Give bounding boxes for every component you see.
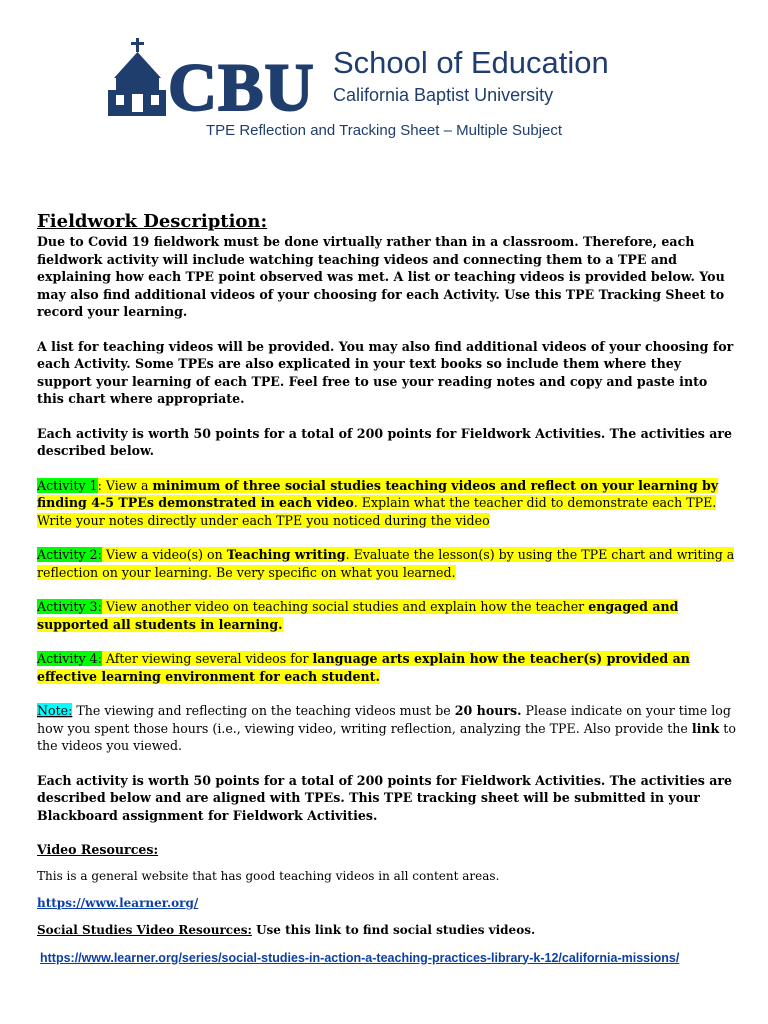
activity-4-label: Activity 4: bbox=[37, 651, 102, 666]
video-resources-heading: Video Resources: bbox=[37, 842, 159, 857]
learner-link[interactable]: https://www.learner.org/ bbox=[37, 895, 199, 910]
social-studies-link[interactable]: https://www.learner.org/series/social-studies-in-action-a-teaching-practices-library-k-12/california-missions/ bbox=[40, 950, 680, 965]
video-resources-desc: This is a general website that has good teaching videos in all content areas. bbox=[37, 868, 500, 883]
activity-1-label: Activity 1 bbox=[37, 477, 98, 493]
activity-2-label: Activity 2: bbox=[37, 547, 102, 562]
aligned-paragraph: Each activity is worth 50 points for a total of 200 points for Fieldwork Activities. The activities are described below and are aligned with TPEs. This TPE tracking sheet will be submitted in your Blackboard assignment for Fieldwork Activities. bbox=[37, 772, 733, 823]
note-label: Note: bbox=[37, 703, 73, 718]
university-name: California Baptist University bbox=[333, 85, 554, 105]
school-name: School of Education bbox=[333, 45, 609, 80]
intro-paragraph: Due to Covid 19 fieldwork must be done virtually rather than in a classroom. Therefore, each fieldwork activity will include watching teaching videos and connecting them to a TPE and explaining how each TPE point observed was met. A list or teaching videos is provided below. You may also find additional videos of your choosing for each Activity. Use this TPE Tracking Sheet to record your learning. bbox=[37, 234, 725, 319]
activity-4: Activity 4: After viewing several videos for language arts explain how the teacher(s) provided an effective learning environment for each student. bbox=[37, 651, 690, 684]
note-paragraph: Note: The viewing and reflecting on the teaching videos must be 20 hours. Please indicate on your time log how you spent those hours (i.e., viewing video, writing reflection, analyzing the TPE. Also provide the link to the videos you viewed. bbox=[37, 703, 736, 753]
activity-1: Activity 1: View a minimum of three social studies teaching videos and reflect on your learning by finding 4-5 TPEs demonstrated in each video. Explain what the teacher did to demonstrate each TPE. Write your notes directly under each TPE you noticed during the video bbox=[37, 477, 719, 528]
document-header bbox=[0, 0, 768, 145]
chapel-icon bbox=[108, 38, 166, 116]
social-studies-heading: Social Studies Video Resources: bbox=[37, 922, 252, 937]
document-body bbox=[37, 211, 737, 967]
videos-paragraph: A list for teaching videos will be provided. You may also find additional videos of your choosing for each Activity. Some TPEs are also explicated in your text books so include them where they support your learning of each TPE. Feel free to use your reading notes and copy and paste into this chart where appropriate. bbox=[37, 338, 734, 406]
page-title: Fieldwork Description: bbox=[37, 211, 268, 232]
document-subtitle: TPE Reflection and Tracking Sheet – Multiple Subject bbox=[205, 122, 563, 139]
brand-block bbox=[333, 44, 609, 106]
social-studies-resources: Social Studies Video Resources: Use this link to find social studies videos. bbox=[37, 922, 536, 937]
activity-3-label: Activity 3: bbox=[37, 599, 102, 614]
cbu-logo bbox=[108, 38, 323, 118]
points-paragraph: Each activity is worth 50 points for a total of 200 points for Fieldwork Activities. The activities are described below. bbox=[37, 425, 733, 458]
cbu-logo-text: CBU bbox=[168, 49, 315, 118]
activity-2: Activity 2: View a video(s) on Teaching writing. Evaluate the lesson(s) by using the TPE chart and writing a reflection on your learning. Be very specific on what you learned. bbox=[37, 547, 735, 580]
activity-3: Activity 3: View another video on teaching social studies and explain how the teacher engaged and supported all students in learning. bbox=[37, 599, 679, 632]
